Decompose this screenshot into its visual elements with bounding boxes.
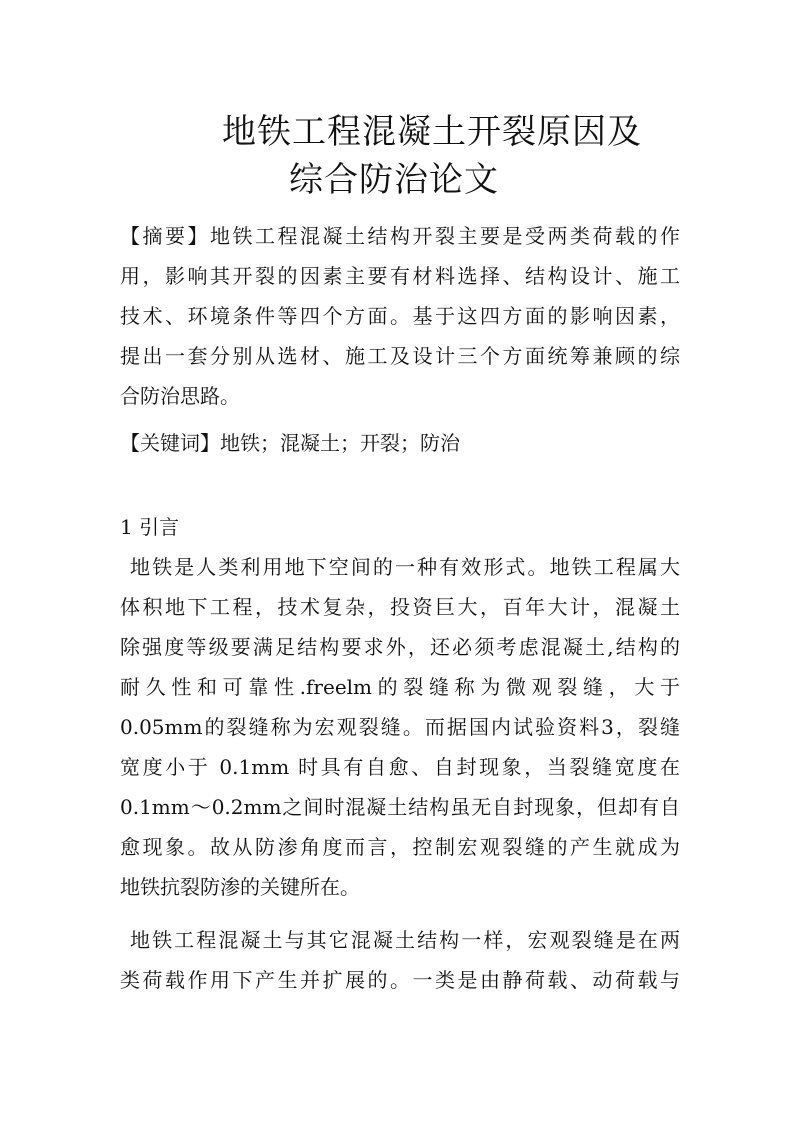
title-line-1: 地铁工程混凝土开裂原因及 — [222, 112, 642, 152]
paragraph-line: 愈现象。故从防渗角度而言，控制宏观裂缝的产生就成为 — [120, 835, 680, 859]
paragraph-line: 地铁是人类利用地下空间的一种有效形式。地铁工程属大 — [130, 555, 680, 579]
paragraph-line: 0.05mm的裂缝称为宏观裂缝。而据国内试验资料3，裂缝 — [120, 715, 680, 739]
abstract-line: 提出一套分别从选材、施工及设计三个方面统筹兼顾的综 — [120, 344, 680, 368]
section-heading: 1 引言 — [120, 515, 180, 539]
paragraph-line: 除强度等级要满足结构要求外，还必须考虑混凝土,结构的 — [120, 635, 680, 659]
abstract-line: 技术、环境条件等四个方面。基于这四方面的影响因素， — [120, 304, 680, 328]
abstract-line: 用，影响其开裂的因素主要有材料选择、结构设计、施工 — [120, 264, 680, 288]
paragraph-line: 0.1mm～0.2mm之间时混凝土结构虽无自封现象，但却有自 — [120, 795, 680, 819]
abstract-line: 合防治思路。 — [120, 384, 240, 408]
title-line-2: 综合防治论文 — [289, 160, 499, 200]
paragraph-line: 地铁工程混凝土与其它混凝土结构一样，宏观裂缝是在两 — [130, 928, 680, 952]
paragraph-line: 耐久性和可靠性.freelm的裂缝称为微观裂缝，大于 — [120, 675, 680, 699]
keywords: 【关键词】地铁；混凝土；开裂；防治 — [120, 431, 460, 455]
paragraph-line: 地铁抗裂防渗的关键所在。 — [120, 875, 360, 899]
paragraph-line: 体积地下工程，技术复杂，投资巨大，百年大计，混凝土 — [120, 595, 680, 619]
paragraph-line: 类荷载作用下产生并扩展的。一类是由静荷载、动荷载与 — [120, 968, 680, 992]
abstract-line: 【摘要】地铁工程混凝土结构开裂主要是受两类荷载的作 — [120, 224, 680, 248]
paragraph-line: 宽度小于 0.1mm 时具有自愈、自封现象，当裂缝宽度在 — [120, 755, 680, 779]
